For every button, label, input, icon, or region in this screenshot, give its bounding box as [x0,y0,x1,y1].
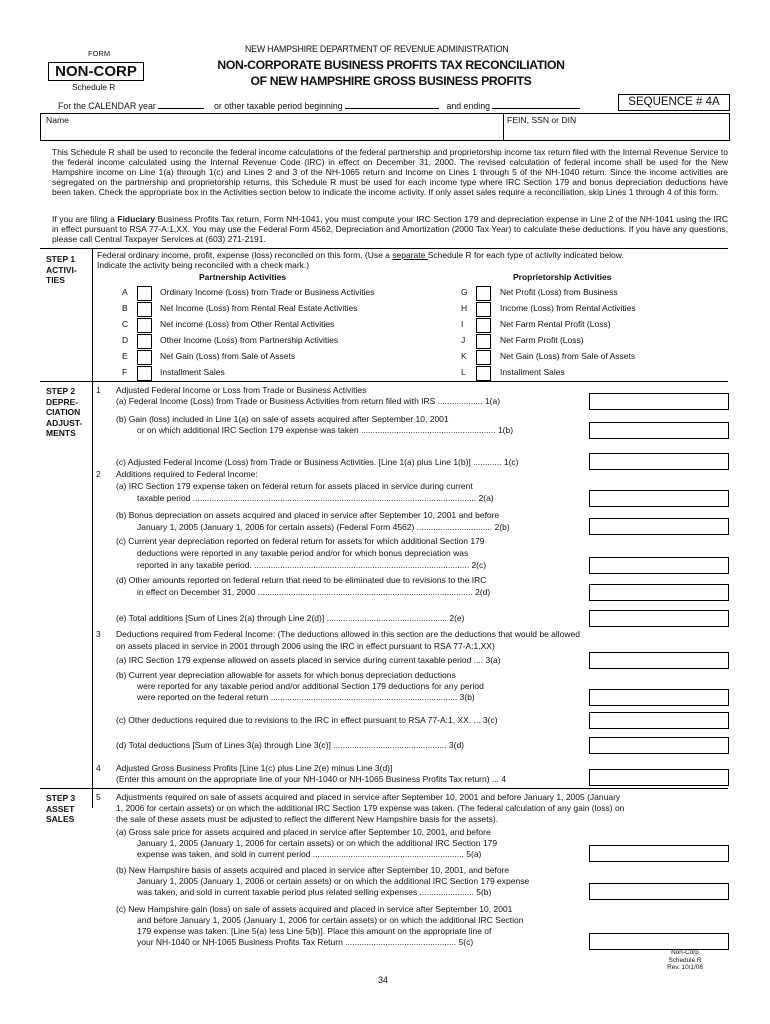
proprietorship-letter-j: J [461,335,466,345]
proprietorship-letter-i: I [461,319,464,329]
line1a-amount[interactable] [589,393,729,410]
line5c-text-1: (c) New Hampshire gain (loss) on sale of assets acquired and placed in service after September 10, 2001 [116,904,513,914]
line1c-text: (c) Adjusted Federal Income (Loss) from Trade or Business Activities. [Line 1(a) plus Line 1(b)] ............ 1(c) [116,457,519,467]
line-number: 1 [96,385,101,395]
line1b-text-2: or on which additional IRC Section 179 expense was taken ......................................................... 1(b) [137,425,514,435]
form-title-line2: OF NEW HAMPSHIRE GROSS BUSINESS PROFITS [250,74,532,88]
line2e-amount[interactable] [589,610,729,627]
form-label: FORM [88,49,111,58]
form-revision [650,949,720,972]
proprietorship-label-k: Net Gain (Loss) from Sale of Assets [500,351,636,361]
line5c-text-4: your NH-1040 or NH-1065 Business Profits Tax Return ............................................... 5(c) [137,937,474,947]
step1-instr-b: separate [392,250,428,260]
line2a-text-2: taxable period ........................................................................................................................ 2(a) [137,493,494,503]
partnership-letter-a: A [122,287,128,297]
proprietorship-letter-k: K [461,351,467,361]
line-number: 4 [96,763,101,773]
step3-label-1: STEP 3 [46,793,76,803]
partnership-letter-d: D [122,335,129,345]
intro-paragraph: This Schedule R shall be used to reconcile the federal income calculations of the federal partnership and proprietorship income tax return filed with the Internal Revenue Service to the federal income calculated using the Internal Revenue Code (IRC) in effect on December 31, 2000. The revised calculation of federal income shall be used for the New Hampshire income on Line 1(a) through 1(c) and Lines 2 and 3 of the NH-1065 return and income on Lines 1 through 5 of the NH-1040 return. Since the income activities are segregated on the partnership and proprietorship returns, this Schedule R must be used for each income type where IRC Section 179 and bonus depreciation deductions have been taken. Check the appropriate box in the Activities section below to indicate the income activity. If only asset sales require a reconciliation, skip Lines 1 through 4 of this form. [52,147,728,197]
step1-top-rule [40,248,728,249]
form-name-box: NON-CORP [48,62,144,81]
line5c-amount[interactable] [589,933,729,950]
line1b-amount[interactable] [589,422,729,439]
line1b-text-1: (b) Gain (loss) included in Line 1(a) on sale of assets acquired after September 10, 2001 [116,414,449,424]
line5b-text-3: was taken, and sold in current taxable period plus related selling expenses ....................... 5(b) [137,887,492,897]
line5a-text-1: (a) Gross sale price for assets acquired and placed in service after September 10, 2001, and before [116,827,491,837]
proprietorship-checkbox-k[interactable] [476,350,491,365]
line2b-amount[interactable] [589,518,729,535]
line2c-amount[interactable] [589,557,729,574]
proprietorship-checkbox-i[interactable] [476,318,491,333]
step-column-divider [92,248,93,808]
step3-label-2: ASSET [46,803,75,814]
revision-line1: Non-Corp [671,949,699,956]
schedule-label: Schedule R [72,82,116,92]
proprietorship-label-l: Installment Sales [500,367,565,377]
fein-field[interactable]: FEIN, SSN or DIN [507,115,577,125]
line1a-text: (a) Federal Income (Loss) from Trade or Business Activities from return filed with IRS ................... 1(a) [116,396,501,406]
partnership-checkbox-a[interactable] [137,286,152,301]
line4-amount[interactable] [589,769,729,786]
line3-heading-1: Deductions required from Federal Income: (The deductions allowed in this section are the deductions that would be allowed [116,629,580,639]
calendar-year-field[interactable] [158,100,204,109]
partnership-label-d: Other Income (Loss) from Partnership Activities [160,335,339,345]
step1-instr-a: Federal ordinary income, profit, expense (loss) reconciled on this form. (Use a [97,250,393,260]
period-begin-field[interactable] [345,100,439,109]
partnership-label-e: Net Gain (Loss) from Sale of Assets [160,351,296,361]
proprietorship-label-j: Net Farm Profit (Loss) [500,335,584,345]
line5-text-1: Adjustments required on sale of assets acquired and placed in service after September 10, 2001 and before January 1, 2005 (January [116,792,621,802]
step1-label [46,254,77,286]
line2e-text: (e) Total additions [Sum of Lines 2(a) through Line 2(d)] ................................................... 2(e) [116,613,465,623]
fiduciary-text-c: Business Profits Tax return, Form NH-1041, you must compute your IRC Section 179 and depreciation expense in Line 2 of the NH-1041 using the IRC in effect pursuant to RSA 77-A:1,XX. You may use the Federal Form 4562, Depreciation and Amortization (2000 Tax Year) to calculate these deductions. If you have any questions, please call Central Taxpayer Services at (603) 271-2191. [52,214,728,244]
partnership-label-c: Net income (Loss) from Other Rental Activities [160,319,335,329]
line2d-text-2: in effect on December 31, 2000 ........................................................................................... 2(d) [137,587,491,597]
page-number: 34 [378,975,389,985]
line3b-text-2: were reported for any taxable period and/or additional Section 179 deductions for any period [137,681,484,691]
line4-text-1: Adjusted Gross Business Profits [Line 1(c) plus Line 2(e) minus Line 3(d)] [116,763,393,773]
line2d-amount[interactable] [589,584,729,601]
line5-text-3: the sale of these assets must be adjusted to reflect the different New Hampshire basis for the assets). [116,814,499,824]
step2-label-1: STEP 2 [46,386,76,396]
partnership-label-a: Ordinary Income (Loss) from Trade or Business Activities [160,287,375,297]
partnership-letter-c: C [122,319,129,329]
sequence-box: SEQUENCE # 4A [618,94,730,111]
line5a-text-3: expense was taken, and sold in current period ................................................................ 5(a) [137,849,482,859]
fiduciary-text-a: If you are filing a [52,214,118,224]
proprietorship-letter-g: G [461,287,468,297]
line2b-text-2: January 1, 2005 (January 1, 2006 for certain assets) (Federal Form 4562) ................................ 2(b) [137,522,510,532]
partnership-label-b: Net Income (Loss) from Rental Real Estate Activities [160,303,358,313]
name-fein-box [40,113,730,141]
step3-label [46,793,75,825]
line-number: 2 [96,469,101,479]
partnership-checkbox-e[interactable] [137,350,152,365]
line3d-amount[interactable] [589,737,729,754]
fiduciary-bold: Fiduciary [117,214,156,224]
step2-label-4: ADJUST- [46,417,83,428]
proprietorship-letter-l: L [461,367,466,377]
line5c-text-3: 179 expense was taken. [Line 5(a) less Line 5(b)]. Place this amount on the appropriate line of [137,926,492,936]
partnership-heading: Partnership Activities [199,272,287,282]
line3a-text: (a) IRC Section 179 expense allowed on assets placed in service during current taxable period .... 3(a) [116,655,501,665]
step1-label-1: STEP 1 [46,254,76,264]
step2-label-2: DEPRE- [46,396,79,407]
line2c-text-1: (c) Current year depreciation reported on federal return for assets for which additional Section 179 [116,536,485,546]
line1c-amount[interactable] [589,453,729,470]
line1-heading: Adjusted Federal Income or Loss from Trade or Business Activities [116,385,367,395]
form-title-line1: NON-CORPORATE BUSINESS PROFITS TAX RECONCILIATION [217,58,565,72]
taxable-period-label: or other taxable period beginning [214,101,343,111]
calendar-year-label: For the CALENDAR year [58,101,156,111]
name-field[interactable]: Name [46,115,69,125]
and-ending-label: and ending [446,101,490,111]
partnership-letter-b: B [122,303,128,313]
proprietorship-heading: Proprietorship Activities [513,272,612,282]
proprietorship-checkbox-j[interactable] [476,334,491,349]
step2-top-rule [40,381,728,382]
line3b-amount[interactable] [589,689,729,706]
line3b-text-1: (b) Current year depreciation allowable for assets for which bonus depreciation deductions [116,670,456,680]
line5c-text-2: and before January 1, 2005 (January 1, 2006 for certain assets) or on which the additional IRC Section [137,915,524,925]
line2a-text-1: (a) IRC Section 179 expense taken on federal return for assets placed in service during current [116,481,473,491]
line5b-text-2: January 1, 2005 (January 1, 2006 or certain assets) or on which the additional IRC Section 179 expense [137,876,530,886]
line3d-text: (d) Total deductions [Sum of Lines 3(a) through Line 3(c)] ................................................ 3(d) [116,740,465,750]
partnership-checkbox-f[interactable] [137,366,152,381]
department-name: NEW HAMPSHIRE DEPARTMENT OF REVENUE ADMINISTRATION [245,44,509,54]
step3-label-3: SALES [46,814,75,824]
partnership-checkbox-b[interactable] [137,302,152,317]
line3c-text: (c) Other deductions required due to revisions to the IRC in effect pursuant to RSA 77-A:1, XX. ... 3(c) [116,715,498,725]
line2c-text-2: deductions were reported in any taxable period and/or for which bonus depreciation was [137,548,469,558]
revision-line3: Rev. 10/1/06 [667,964,703,971]
step2-label-5: MENTS [46,428,76,438]
step1-instr-c: Schedule R for each type of activity indicated below. [427,250,624,260]
line5a-amount[interactable] [589,845,729,862]
tax-period-row [58,100,580,111]
line-number: 3 [96,629,101,639]
line2-heading: Additions required to Federal Income: [116,469,258,479]
line3a-amount[interactable] [589,652,729,669]
proprietorship-label-h: Income (Loss) from Rental Activities [500,303,636,313]
step3-top-rule [40,788,728,789]
fiduciary-paragraph [52,214,728,244]
proprietorship-checkbox-h[interactable] [476,302,491,317]
name-fein-divider [503,113,504,140]
line4-text-2: (Enter this amount on the appropriate line of your NH-1040 or NH-1065 Business Profits Tax return) ... 4 [116,774,507,784]
line2b-text-1: (b) Bonus depreciation on assets acquired and placed in service after September 10, 2001 and before [116,510,500,520]
proprietorship-checkbox-g[interactable] [476,286,491,301]
revision-line2: Schedule R [668,956,702,964]
step1-instruction-2: Indicate the activity being reconciled with a check mark.) [97,260,310,270]
step2-label-3: CIATION [46,407,81,417]
line5-text-2: 1, 2006 for certain assets) or on which the additional IRC Section 179 expense was taken. (The federal calculation of any gain (loss) on [116,803,625,813]
line5b-text-1: (b) New Hampshire basis of assets acquired and placed in service after September 10, 2001, and before [116,865,510,875]
proprietorship-label-g: Net Profit (Loss) from Business [500,287,618,297]
line2c-text-3: reported in any taxable period. ........................................................................................... 2(c) [137,560,487,570]
proprietorship-letter-h: H [461,303,468,313]
line5b-amount[interactable] [589,883,729,900]
partnership-label-f: Installment Sales [160,367,225,377]
period-end-field[interactable] [492,100,580,109]
partnership-checkbox-c[interactable] [137,318,152,333]
step2-label [46,386,82,439]
line2a-amount[interactable] [589,490,729,507]
step1-label-3: TIES [46,275,65,285]
line3-heading-2: on assets placed in service in 2001 through 2006 using the IRC in effect pursuant to RSA 77-A:1,XX) [116,641,495,651]
partnership-letter-e: E [122,351,128,361]
line2d-text-1: (d) Other amounts reported on federal return that need to be eliminated due to revisions to the IRC [116,575,487,585]
line-number: 5 [96,792,101,802]
line3c-amount[interactable] [589,712,729,729]
partnership-checkbox-d[interactable] [137,334,152,349]
line3b-text-3: were reported on the federal return ............................................................................... 3(b) [137,692,475,702]
step1-label-2: ACTIVI- [46,264,77,275]
proprietorship-checkbox-l[interactable] [476,366,491,381]
partnership-letter-f: F [122,367,128,377]
line5a-text-2: January 1, 2005 (January 1, 2006 for certain assets) or on which the additional IRC Section 179 [137,838,498,848]
proprietorship-label-i: Net Farm Rental Profit (Loss) [500,319,611,329]
